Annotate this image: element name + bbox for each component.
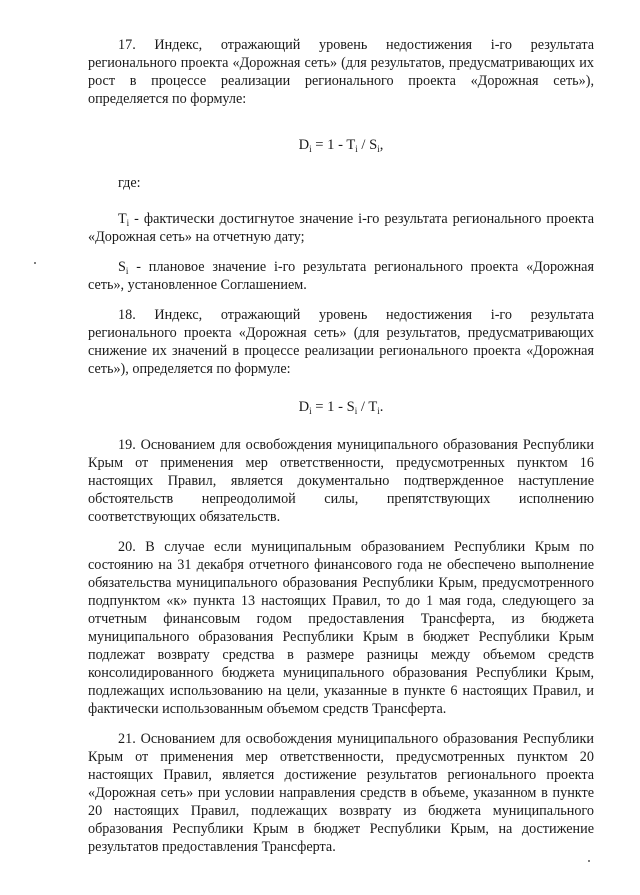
definition-t [88,210,594,246]
scan-speck [34,262,36,264]
where-label: где: [118,175,141,191]
formula-2-slash: / T [357,399,378,415]
paragraph-21: 21. Основанием для освобождения муниципального образования Республики Крым от применения мер ответственности, предусмотренных пунктом 20 настоящих Правил, является достижение результатов регионального проекта «Дорожная сеть» при условии направления средств в объеме, указанном в пункте 20 настоящих Правил, подлежащих возврату из бюджета муниципального образования Республики Крым в бюджет Республики Крым, на достижение результатов предоставления Трансферта. [88,731,594,855]
definition-s-text: - плановое значение i-го результата регионального проекта «Дорожная сеть», установленное Соглашением. [88,259,594,293]
formula-1-mid: = 1 - T [311,137,356,153]
definition-t-text: - фактически достигнутое значение i-го результата регионального проекта «Дорожная сеть» на отчетную дату; [88,211,594,245]
scan-speck [588,860,590,862]
formula-1 [88,136,594,154]
formula-2 [88,398,594,416]
formula-2-lhs-sub: i [309,406,312,416]
formula-1-slash: / S [357,137,378,153]
definition-t-sub: i [126,218,130,228]
paragraph-20: 20. В случае если муниципальным образованием Республики Крым по состоянию на 31 декабря отчетного финансового года не обеспечено выполнение обязательства муниципального образования Республики Крым, предусмотренного подпунктом «к» пункта 13 настоящих Правил, то до 1 мая года, следующего за отчетным финансовым годом предоставления Трансферта, из бюджета муниципального образования Республики Крым в бюджет Республики Крым подлежат возврату средства в размере разницы между объемом средств консолидированного бюджета муниципального образования Республики Крым, подлежащих использованию на цели, указанные в пункте 6 настоящих Правил, и фактически использованным объемом средств Трансферта. [88,539,594,717]
formula-1-s-sub: i [377,144,380,154]
formula-1-lhs: D [298,137,310,153]
paragraph-18: 18. Индекс, отражающий уровень недостижения i-го результата регионального проекта «Дорожная сеть» (для результатов, предусматривающих снижение их значений в процессе реализации регионального проекта «Дорожная сеть»), определяется по формуле: [88,307,594,377]
definition-s-sub: i [125,266,129,276]
formula-2-mid: = 1 - S [311,399,355,415]
paragraph-17: 17. Индекс, отражающий уровень недостижения i-го результата регионального проекта «Дорожная сеть» (для результатов, предусматривающих их рост в процессе реализации регионального проекта «Дорожная сеть»), определяется по формуле: [88,37,594,107]
formula-2-lhs: D [298,399,310,415]
formula-1-end: , [379,137,384,153]
definition-s-symbol: S [118,259,126,275]
paragraph-19: 19. Основанием для освобождения муниципального образования Республики Крым от применения мер ответственности, предусмотренных пунктом 16 настоящих Правил, является документально подтвержденное наступление обстоятельств непреодолимой силы, препятствующих исполнению соответствующих обязательств. [88,437,594,525]
formula-1-t-sub: i [355,144,358,154]
formula-2-end: . [379,399,384,415]
formula-1-lhs-sub: i [309,144,312,154]
formula-2-t-sub: i [377,406,380,416]
formula-2-s-sub: i [354,406,358,416]
definition-s [88,258,594,294]
document-page [88,36,594,868]
definition-t-symbol: T [118,211,127,227]
